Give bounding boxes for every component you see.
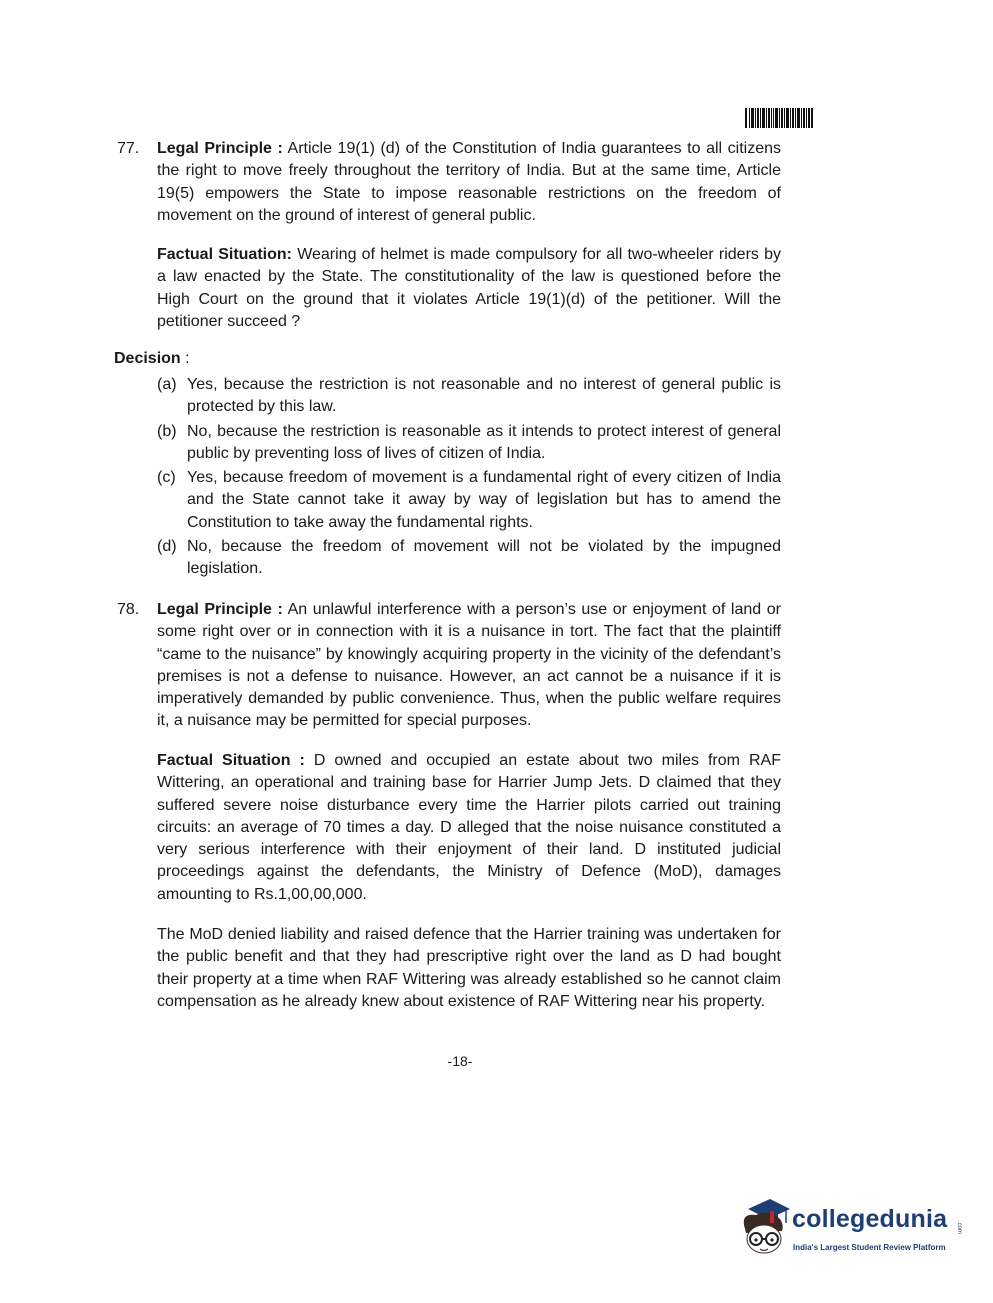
logo-tagline: India's Largest Student Review Platform [793,1243,946,1252]
option-d[interactable] [157,536,781,581]
question-77-factual-situation [157,244,781,333]
option-c[interactable] [157,467,781,534]
mod-defence-text: The MoD denied liability and raised defence that the Harrier training was undertaken for the public benefit and that they had prescriptive right over the land as D had bought their property at a time when RAF Wittering was already established so he cannot claim compensation as he already knew about existence of RAF Wittering near his property. [157,926,781,1010]
logo-com: .com [956,1221,962,1235]
legal-principle-label: Legal Principle : [157,601,283,618]
option-text: Yes, because freedom of movement is a fundamental right of every citizen of India and the State cannot take it away by way of legislation but has to amend the Constitution to take away the fundamental rights. [187,469,781,531]
mascot-icon [736,1195,794,1265]
option-id: (d) [157,538,177,556]
legal-principle-text: An unlawful interference with a person’s use or enjoyment of land or some right over or in connection with it is a nuisance in tort. The fact that the plaintiff “came to the nuisance” by knowingly acquiring property in the vicinity of the defendant’s premises is not a defense to nuisance. However, an act cannot be a nuisance if it is imperatively demanded by public convenience. Thus, when the public welfare requires it, a nuisance may be permitted for special purposes. [157,601,781,730]
factual-situation-label: Factual Situation: [157,246,292,263]
option-id: (c) [157,469,176,487]
question-78-legal-principle [157,599,781,733]
option-text: No, because the restriction is reasonable as it intends to protect interest of general public by preventing loss of lives of citizen of India. [187,422,781,462]
option-id: (b) [157,422,177,440]
question-77-legal-principle [157,138,781,227]
question-78-factual-situation [157,750,781,906]
factual-situation-label: Factual Situation : [157,752,305,769]
factual-situation-text: D owned and occupied an estate about two miles from RAF Wittering, an operational and training base for Harrier Jump Jets. D claimed that they suffered severe noise disturbance every time the Harrier pilots carried out training circuits: an average of 70 times a day. D alleged that the noise nuisance constituted a very serious interference with their enjoyment of their land. D instituted judicial proceedings against the defendants, the Ministry of Defence (MoD), damages amounting to Rs.1,00,00,000. [157,752,781,903]
option-a[interactable] [157,374,781,419]
question-78-number: 78. [117,601,140,618]
barcode-image [745,108,813,128]
option-b[interactable] [157,421,781,466]
page-number: -18- [447,1053,473,1069]
question-77-number: 77. [117,140,140,157]
option-text: Yes, because the restriction is not reasonable and no interest of general public is protected by this law. [187,376,781,416]
option-text: No, because the freedom of movement will not be violated by the impugned legislation. [187,538,781,578]
logo-name: collegedunia [792,1205,948,1233]
collegedunia-logo [736,1195,966,1265]
decision-colon: : [180,350,190,367]
option-id: (a) [157,376,177,393]
factual-situation-text: Wearing of helmet is made compulsory for all two-wheeler riders by a law enacted by the State. The constitutionality of the law is questioned before the High Court on the ground that it violates Article 19(1)(d) of the petitioner. Will the petitioner succeed ? [157,246,781,330]
decision-heading [114,348,190,370]
question-78-mod-defence [157,924,781,1013]
decision-label: Decision [114,350,181,367]
answer-options [157,374,781,583]
legal-principle-label: Legal Principle : [157,140,283,157]
legal-principle-text: Article 19(1) (d) of the Constitution of India guarantees to all citizens the right to move freely throughout the territory of India. But at the same time, Article 19(5) empowers the State to impose reasonable restrictions on the freedom of movement on the ground of interest of general public. [157,140,782,224]
